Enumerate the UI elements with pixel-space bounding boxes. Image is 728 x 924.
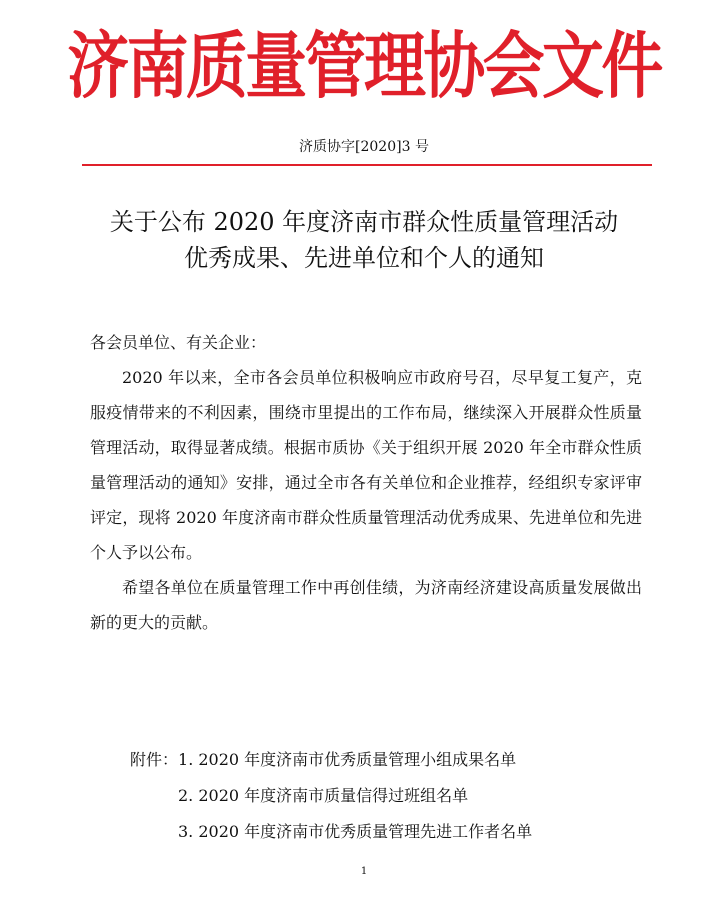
attachments-label: 附件： <box>130 750 179 769</box>
title-line-2: 优秀成果、先进单位和个人的通知 <box>184 244 544 272</box>
notice-title <box>60 204 668 276</box>
org-masthead: 济南质量管理协会文件 <box>67 24 661 108</box>
attachment-item: 2. 2020 年度济南市质量信得过班组名单 <box>178 786 469 805</box>
attachment-row-3 <box>130 814 650 850</box>
notice-body <box>90 325 642 640</box>
attachment-item: 1. 2020 年度济南市优秀质量管理小组成果名单 <box>178 750 517 769</box>
attachments-list <box>130 742 650 850</box>
body-paragraph-1: 2020 年以来，全市各会员单位积极响应市政府号召，尽早复工复产，克服疫情带来的不利因素，围绕市里提出的工作布局，继续深入开展群众性质量管理活动，取得显著成绩。根据市质协《关于组织开展 2020 年全市群众性质量管理活动的通知》安排，通过全市各有关单位和企业推荐，经组织专家评审评定，现将 2020 年度济南市群众性质量管理活动优秀成果、先进单位和先进个人予以公布。 <box>90 368 642 562</box>
red-divider <box>82 164 652 166</box>
document-number: 济质协字[2020]3 号 <box>299 139 429 155</box>
body-paragraph-2: 希望各单位在质量管理工作中再创佳绩，为济南经济建设高质量发展做出新的更大的贡献。 <box>90 578 642 632</box>
attachment-item: 3. 2020 年度济南市优秀质量管理先进工作者名单 <box>178 822 533 841</box>
salutation: 各会员单位、有关企业： <box>90 333 267 352</box>
page-number: 1 <box>360 866 368 877</box>
attachment-row-1 <box>130 742 650 778</box>
title-line-1: 关于公布 2020 年度济南市群众性质量管理活动 <box>109 208 619 236</box>
attachment-row-2 <box>130 778 650 814</box>
